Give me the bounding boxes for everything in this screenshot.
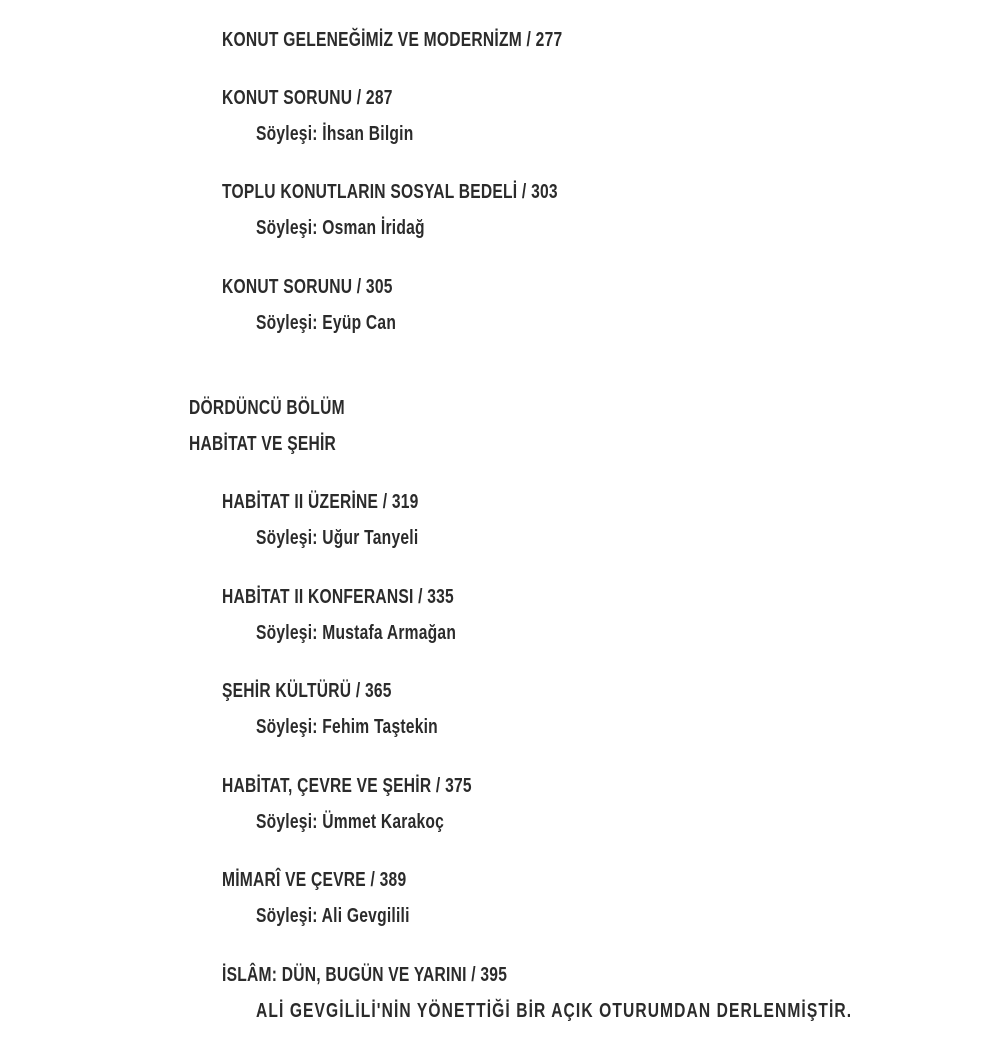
toc-entry-title: HABİTAT II KONFERANSI / 335 [222,586,454,608]
toc-entry-title: HABİTAT, ÇEVRE VE ŞEHİR / 375 [222,775,472,797]
toc-entry-title: HABİTAT II ÜZERİNE / 319 [222,491,419,513]
section-label: DÖRDÜNCÜ BÖLÜM [189,397,345,419]
toc-entry-title: İSLÂM: DÜN, BUGÜN VE YARINI / 395 [222,964,508,986]
toc-entry-subtitle: Söyleşi: Ümmet Karakoç [256,811,445,833]
toc-entry-note: ALİ GEVGİLİLİ'NİN YÖNETTİĞİ BİR AÇIK OTURUMDAN DERLENMİŞTİR. [256,1000,853,1022]
toc-entry-title: ŞEHİR KÜLTÜRÜ / 365 [222,680,392,702]
toc-entry-title: KONUT GELENEĞİMİZ VE MODERNİZM / 277 [222,29,563,51]
toc-entry-title: KONUT SORUNU / 305 [222,276,393,298]
toc-entry-subtitle: Söyleşi: Ali Gevgilili [256,905,410,927]
toc-entry-subtitle: Söyleşi: Osman İridağ [256,217,425,239]
toc-entry-subtitle: Söyleşi: İhsan Bilgin [256,123,414,145]
toc-entry-subtitle: Söyleşi: Eyüp Can [256,312,397,334]
toc-entry-subtitle: Söyleşi: Mustafa Armağan [256,622,457,644]
section-title: HABİTAT VE ŞEHİR [189,433,337,455]
toc-entry-subtitle: Söyleşi: Uğur Tanyeli [256,527,419,549]
toc-entry-title: KONUT SORUNU / 287 [222,87,393,109]
toc-entry-title: MİMARÎ VE ÇEVRE / 389 [222,869,407,891]
toc-entry-subtitle: Söyleşi: Fehim Taştekin [256,716,438,738]
toc-entry-title: TOPLU KONUTLARIN SOSYAL BEDELİ / 303 [222,181,558,203]
